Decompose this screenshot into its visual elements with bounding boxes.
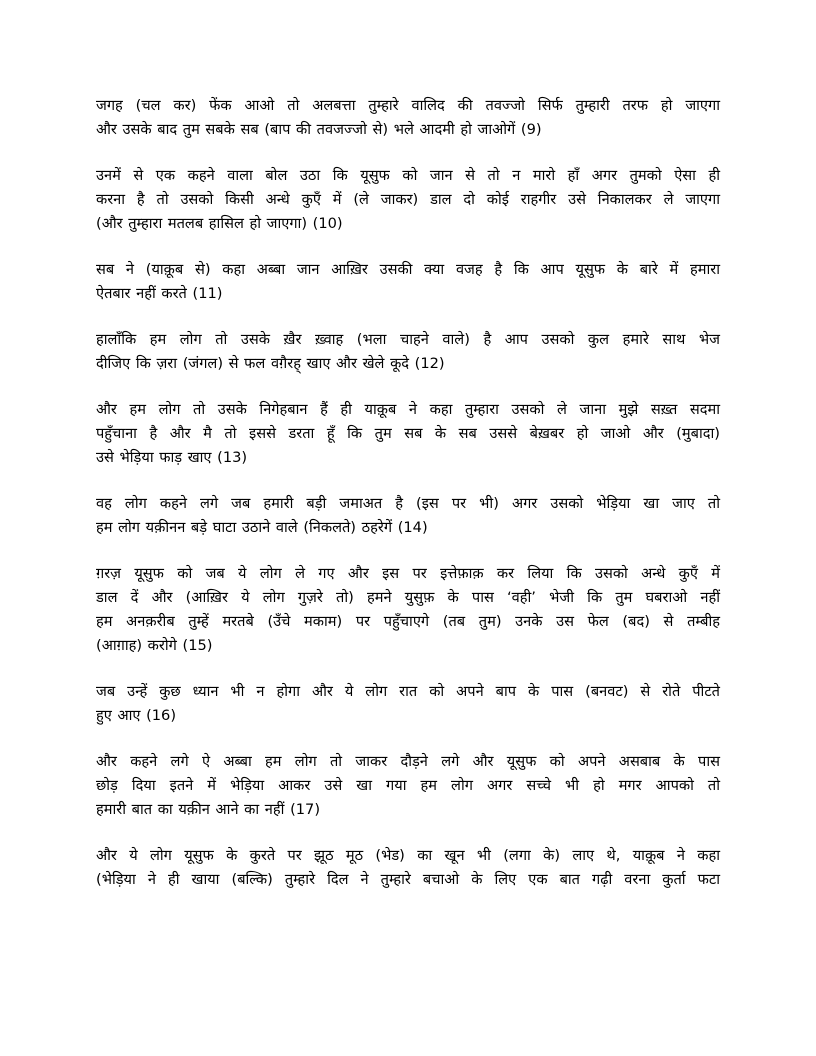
paragraph-verse-17 (96, 750, 720, 822)
text-line: हुए आए (16) (96, 707, 177, 724)
paragraph-verse-9 (96, 94, 720, 142)
text-line: और ये लोग यूसुफ के कुरते पर झूठ मूठ (भेड) का खून भी (लगा के) लाए थे, याक़ूब ने कहा (96, 847, 720, 864)
paragraph-verse-16 (96, 680, 720, 728)
document-page (96, 94, 720, 914)
text-line: पहुँचाना है और मै तो इससे डरता हूँ कि तुम सब के सब उससे बेख़बर हो जाओ और (मुबादा) (96, 425, 720, 442)
text-line: हालाँकि हम लोग तो उसके ख़ैर ख़्वाह (भला चाहने वाले) है आप उसको कुल हमारे साथ भेज (96, 331, 720, 348)
text-line: और उसके बाद तुम सबके सब (बाप की तवजज्जो से) भले आदमी हो जाओगें (9) (96, 121, 542, 138)
text-line: डाल दें और (आख़िर ये लोग गुज़रे तो) हमने युसुफ़ के पास ‘वही’ भेजी कि तुम घबराओ नहीं (96, 589, 720, 606)
text-line: हम अनक़रीब तुम्हें मरतबे (उँचे मकाम) पर पहुँचाएगे (तब तुम) उनके उस फेल (बद) से तम्बीह (96, 613, 720, 630)
text-line: सब ने (याक़ूब से) कहा अब्बा जान आख़िर उसकी क्या वजह है कि आप यूसुफ के बारे में हमारा (96, 261, 720, 278)
text-line: उसे भेड़िया फाड़ खाए (13) (96, 449, 248, 466)
paragraph-verse-15 (96, 562, 720, 658)
text-line: जगह (चल कर) फेंक आओ तो अलबत्ता तुम्हारे वालिद की तवज्जो सिर्फ तुम्हारी तरफ हो जाएगा (96, 97, 720, 114)
text-line: जब उन्हें कुछ ध्यान भी न होगा और ये लोग रात को अपने बाप के पास (बनवट) से रोते पीटते (96, 683, 720, 700)
text-line: छोड़ दिया इतने में भेड़िया आकर उसे खा गया हम लोग अगर सच्चे भी हो मगर आपको तो (96, 777, 720, 794)
text-line: वह लोग कहने लगे जब हमारी बड़ी जमाअत है (इस पर भी) अगर उसको भेड़िया खा जाए तो (96, 495, 720, 512)
text-line: और हम लोग तो उसके निगेहबान हैं ही याक़ूब ने कहा तुम्हारा उसको ले जाना मुझे सख़्त सदमा (96, 401, 720, 418)
paragraph-verse-10 (96, 164, 720, 236)
paragraph-verse-13 (96, 398, 720, 470)
text-line: (और तुम्हारा मतलब हासिल हो जाएगा) (10) (96, 215, 343, 232)
text-line: उनमें से एक कहने वाला बोल उठा कि यूसुफ को जान से तो न मारो हाँ अगर तुमको ऐसा ही (96, 167, 720, 184)
text-line: (भेड़िया ने ही खाया (बल्कि) तुम्हारे दिल ने तुम्हारे बचाओ के लिए एक बात गढ़ी वरना कुर्ता फटा (96, 871, 720, 888)
text-line: दीजिए कि ज़रा (जंगल) से फल वग़ैरह् खाए और खेले कूदे (12) (96, 355, 445, 372)
text-line: हम लोग यक़ीनन बड़े घाटा उठाने वाले (निकलते) ठहरेगें (14) (96, 519, 428, 536)
text-line: ऐतबार नहीं करते (11) (96, 285, 223, 302)
paragraph-verse-18 (96, 844, 720, 892)
text-line: हमारी बात का यक़ीन आने का नहीं (17) (96, 801, 321, 818)
text-line: (आग़ाह) करोगे (15) (96, 637, 213, 654)
text-line: करना है तो उसको किसी अन्धे कुएँ में (ले जाकर) डाल दो कोई राहगीर उसे निकालकर ले जाएगा (96, 191, 720, 208)
text-line: ग़रज़ यूसुफ को जब ये लोग ले गए और इस पर इत्तेफ़ाक़ कर लिया कि उसको अन्धे कुएँ में (96, 565, 720, 582)
text-line: और कहने लगे ऐ अब्बा हम लोग तो जाकर दौड़ने लगे और यूसुफ को अपने असबाब के पास (96, 753, 720, 770)
paragraph-verse-14 (96, 492, 720, 540)
paragraph-verse-12 (96, 328, 720, 376)
paragraph-verse-11 (96, 258, 720, 306)
